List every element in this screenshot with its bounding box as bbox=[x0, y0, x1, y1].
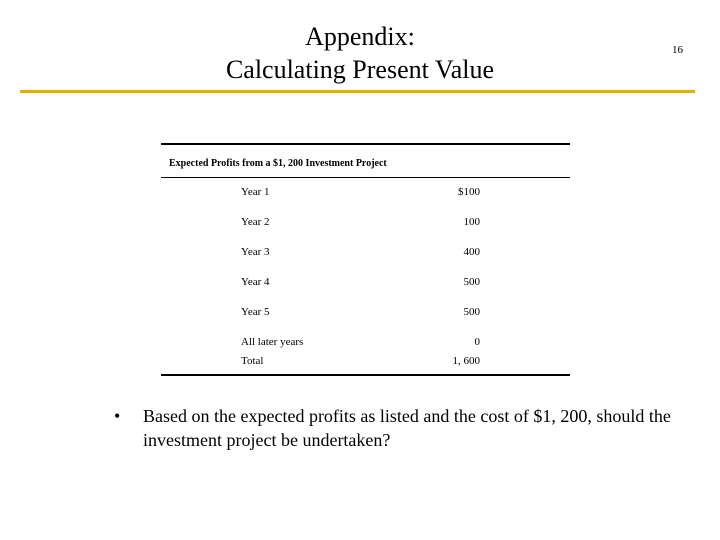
table-row bbox=[161, 238, 570, 268]
bullet-point bbox=[114, 404, 674, 452]
row-value: 500 bbox=[463, 276, 480, 288]
row-label: Year 2 bbox=[241, 216, 270, 228]
profits-table bbox=[161, 143, 570, 376]
row-value: 500 bbox=[463, 306, 480, 318]
title-line-2: Calculating Present Value bbox=[225, 55, 495, 84]
row-label: Year 3 bbox=[241, 246, 270, 258]
table-caption: Expected Profits from a $1, 200 Investment Project bbox=[169, 158, 387, 169]
title-divider bbox=[20, 90, 695, 93]
table-row-total bbox=[161, 350, 570, 374]
row-label: Total bbox=[241, 355, 264, 367]
row-label: Year 4 bbox=[241, 276, 270, 288]
row-value: $100 bbox=[458, 186, 480, 198]
row-value: 1, 600 bbox=[452, 355, 480, 367]
table-row bbox=[161, 328, 570, 350]
table-bottom-rule bbox=[161, 374, 570, 376]
table-row bbox=[161, 208, 570, 238]
bullet-marker: • bbox=[114, 406, 121, 426]
title-line-1: Appendix: bbox=[305, 22, 415, 51]
row-value: 0 bbox=[474, 336, 480, 348]
table-row bbox=[161, 268, 570, 298]
table-row bbox=[161, 298, 570, 328]
bullet-text: Based on the expected profits as listed and the cost of $1, 200, should the investment project be undertaken? bbox=[143, 406, 671, 450]
row-label: All later years bbox=[241, 336, 304, 348]
slide-title bbox=[0, 20, 720, 86]
row-value: 400 bbox=[463, 246, 480, 258]
row-label: Year 1 bbox=[241, 186, 270, 198]
table-row bbox=[161, 178, 570, 208]
page-number: 16 bbox=[672, 44, 683, 56]
row-label: Year 5 bbox=[241, 306, 270, 318]
row-value: 100 bbox=[463, 216, 480, 228]
